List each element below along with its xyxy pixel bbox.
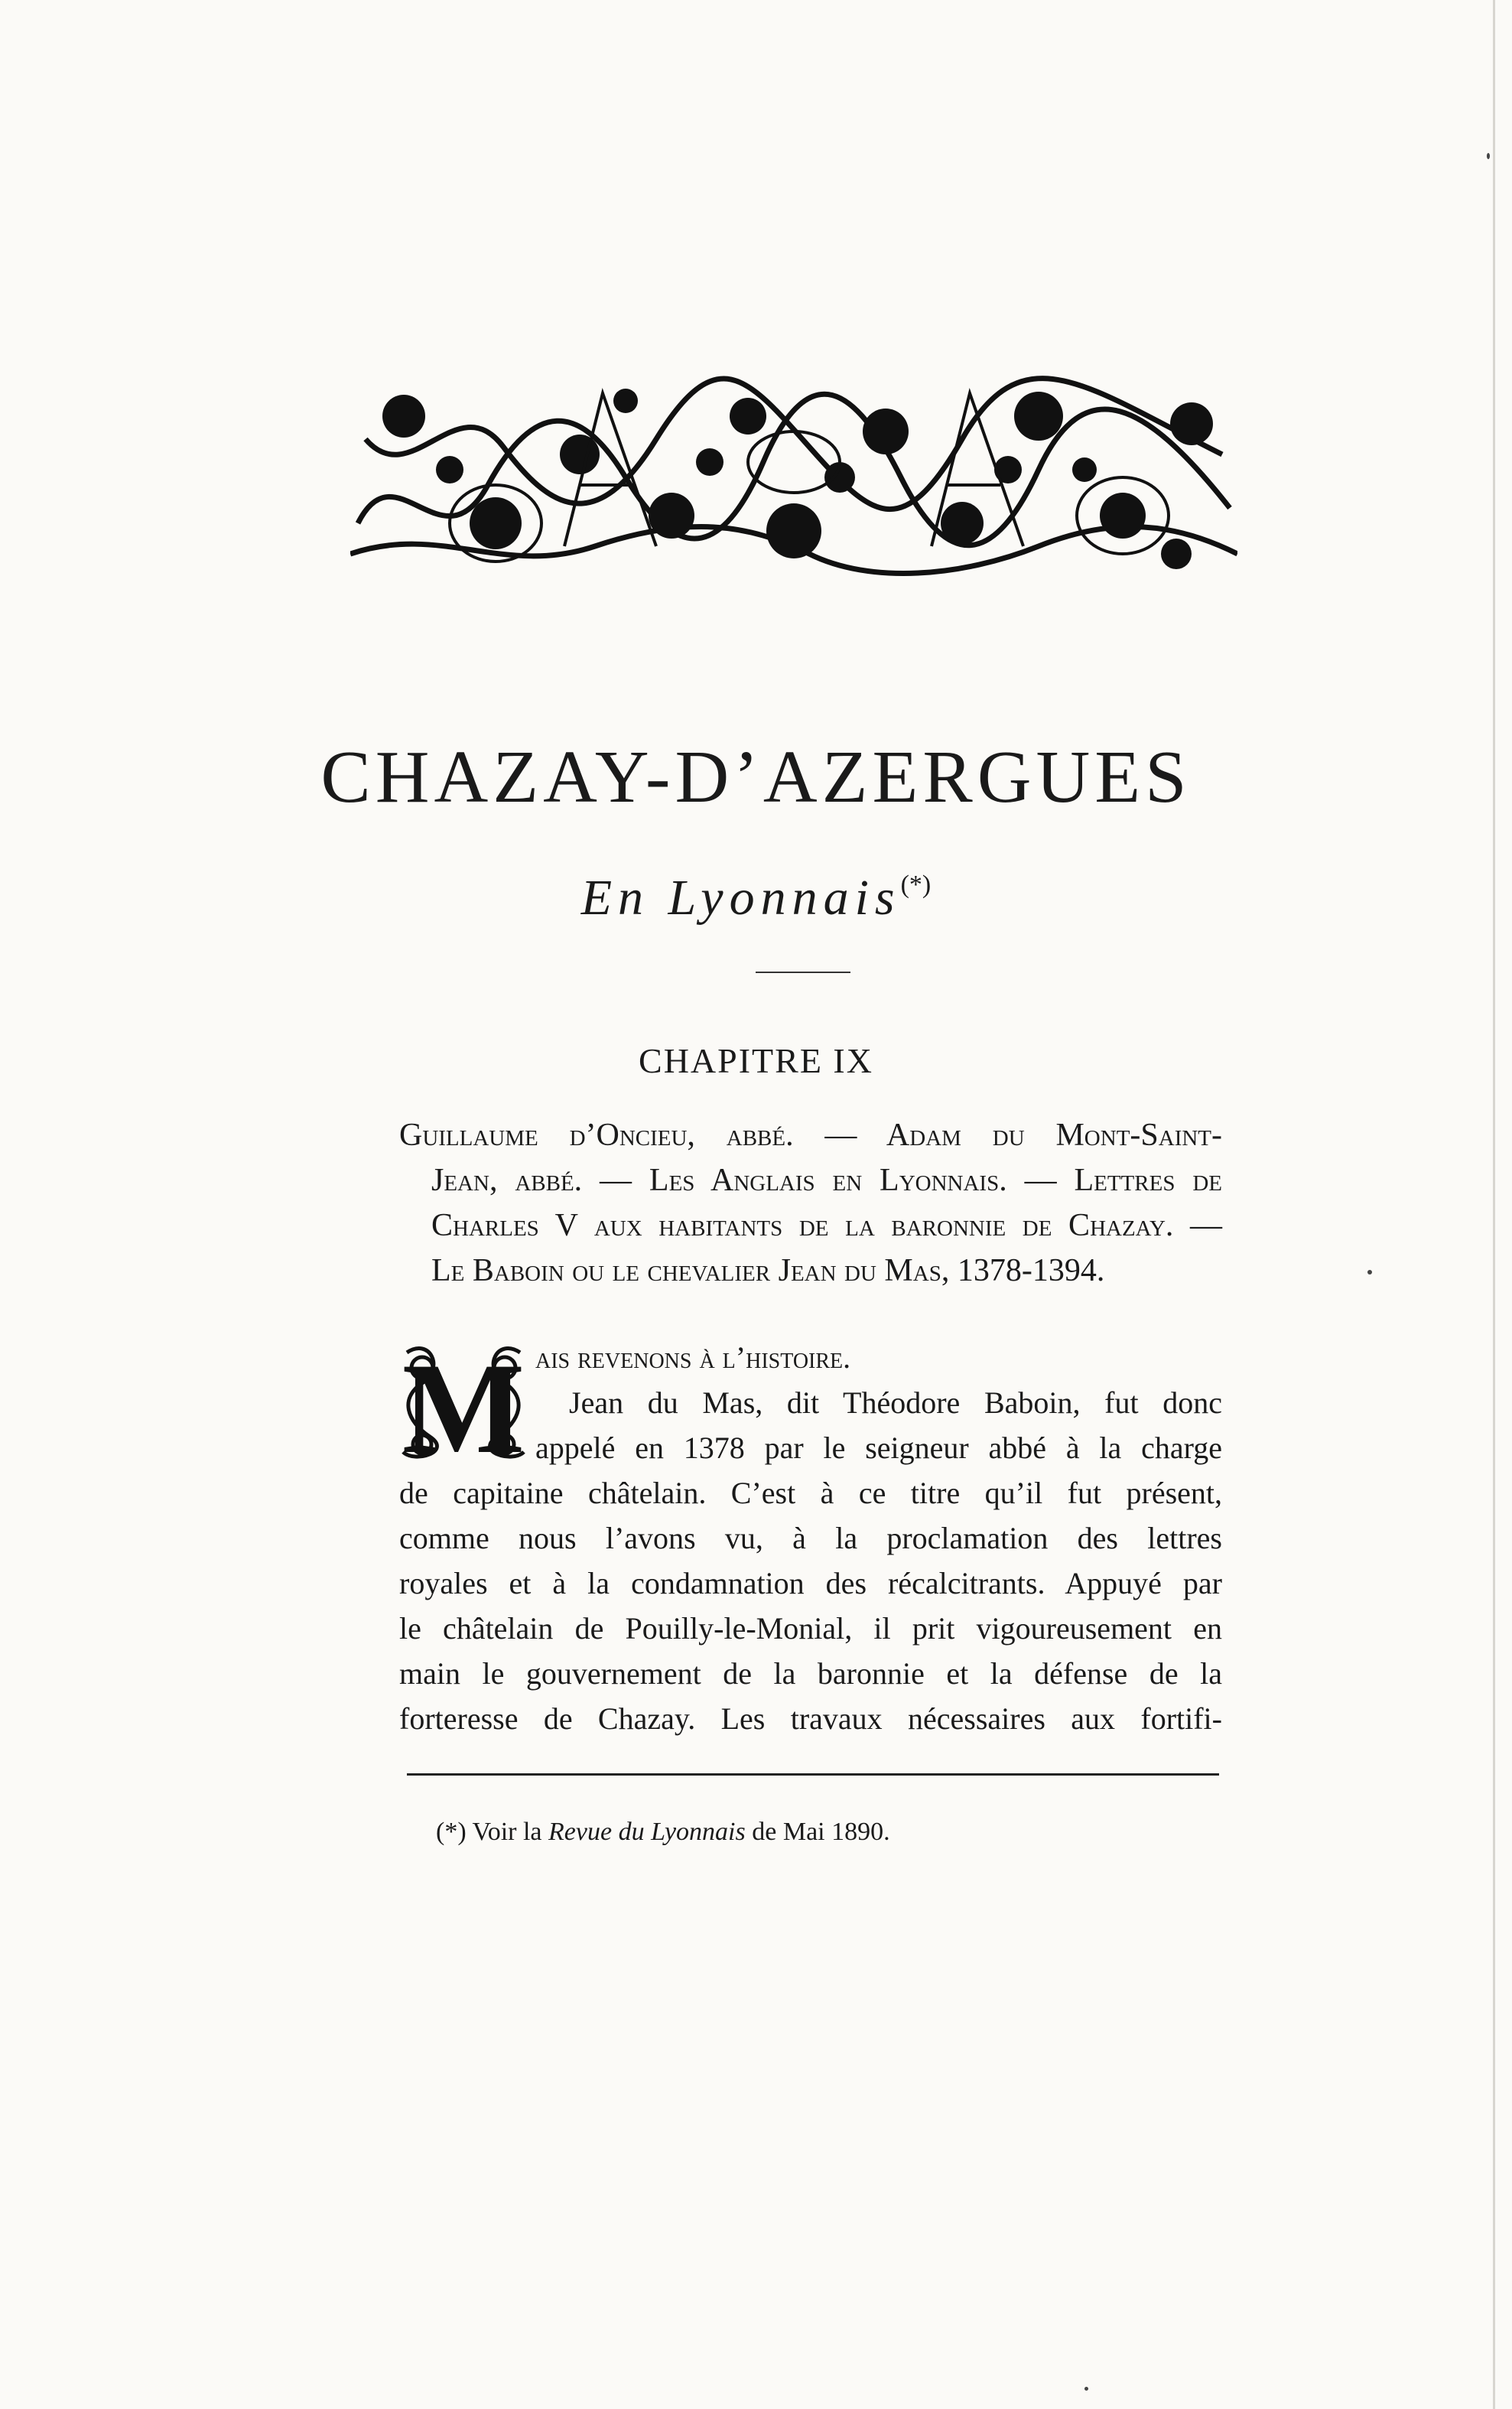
separator-rule xyxy=(756,972,850,973)
footnote-reference: (*) xyxy=(900,871,932,899)
body-line: royales et à la condamnation des récalcitrants. Appuyé par xyxy=(399,1566,1222,1600)
body-line: appelé en 1378 par le seigneur abbé à la charge xyxy=(535,1431,1222,1465)
summary-line: Guillaume d’Oncieu, abbé. — Adam du Mont-Saint- xyxy=(399,1118,1222,1153)
summary-line: Le Baboin ou le chevalier Jean du Mas, 1378-1394. xyxy=(431,1253,1105,1288)
body-line: comme nous l’avons vu, à la proclamation des lettres xyxy=(399,1521,1222,1555)
footnote-suffix: de Mai 1890. xyxy=(752,1818,890,1846)
ink-speck xyxy=(1487,153,1490,159)
ink-speck xyxy=(1367,1270,1372,1274)
body-text xyxy=(399,1335,1222,1741)
footnote-journal-title: Revue du Lyonnais xyxy=(548,1818,746,1846)
ink-speck xyxy=(1084,2387,1088,2391)
body-line: main le gouvernement de la baronnie et la défense de la xyxy=(399,1656,1222,1691)
opening-words: ais revenons à l’histoire. xyxy=(535,1340,851,1375)
chapter-heading: CHAPITRE IX xyxy=(639,1041,873,1080)
summary-line: Jean, abbé. — Les Anglais en Lyonnais. — Lettres de xyxy=(431,1163,1222,1198)
body-line: le châtelain de Pouilly-le-Monial, il prit vigoureusement en xyxy=(399,1611,1222,1646)
summary-line: Charles V aux habitants de la baronnie de Chazay. — xyxy=(431,1208,1222,1243)
body-line: de capitaine châtelain. C’est à ce titre qu’il fut présent, xyxy=(399,1476,1222,1510)
ornamental-headpiece xyxy=(350,370,1237,577)
page-title: CHAZAY-D’AZERGUES xyxy=(320,736,1192,819)
footnote-rule xyxy=(407,1773,1219,1776)
footnote xyxy=(436,1818,890,1847)
footnote-prefix: Voir la xyxy=(472,1818,542,1846)
dropcap-letter: M xyxy=(402,1337,525,1467)
page-edge xyxy=(1493,0,1495,2409)
footnote-mark: (*) xyxy=(436,1818,467,1846)
chapter-summary xyxy=(399,1113,1222,1294)
body-line xyxy=(399,1335,1222,1380)
body-line: forteresse de Chazay. Les travaux nécessaires aux fortifi- xyxy=(399,1701,1222,1736)
subtitle-text: En Lyonnais xyxy=(580,870,901,926)
body-line: Jean du Mas, dit Théodore Baboin, fut donc xyxy=(569,1385,1222,1420)
subtitle xyxy=(229,869,1283,927)
